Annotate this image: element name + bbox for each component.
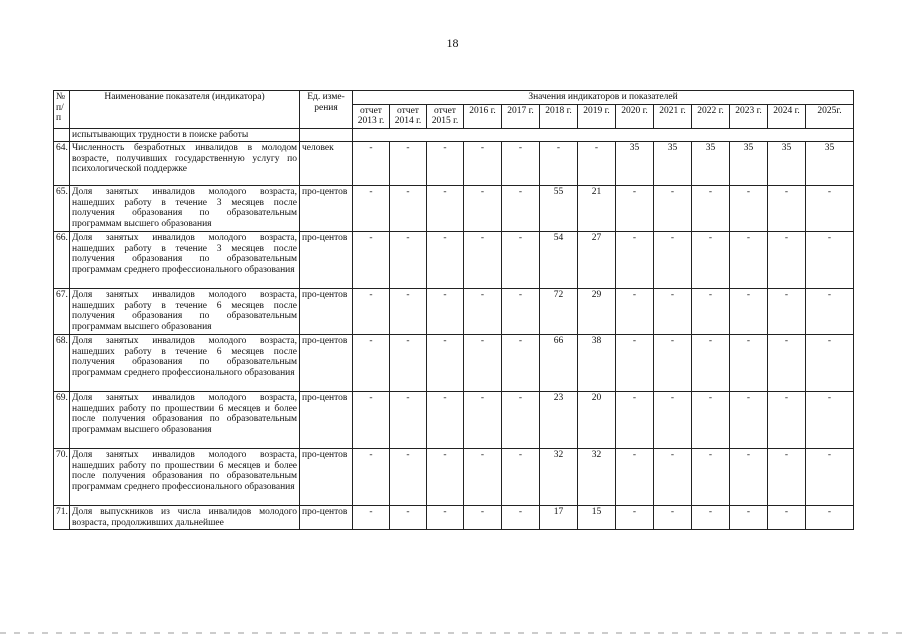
value-cell: 72 [540, 289, 578, 335]
value-cell: - [464, 289, 502, 335]
table-row [54, 142, 854, 186]
table-row [54, 186, 854, 232]
row-number: 64. [54, 142, 70, 186]
value-cell: 55 [540, 186, 578, 232]
value-cell: - [730, 232, 768, 289]
table-row [54, 449, 854, 506]
value-cell: - [730, 289, 768, 335]
value-cell: - [692, 186, 730, 232]
value-cell: - [654, 506, 692, 530]
indicator-name: Доля занятых инвалидов молодого возраста, нашедших работу в течение 6 месяцев после получения образования по образовательным программам высшего образования [70, 289, 300, 335]
indicator-name: Численность безработных инвалидов в молодом возрасте, получивших государственную услугу по психологической поддержке [70, 142, 300, 186]
table-row [54, 506, 854, 530]
value-cell: - [654, 335, 692, 392]
value-cell: - [654, 186, 692, 232]
unit-cell: человек [300, 142, 353, 186]
value-cell: - [353, 232, 390, 289]
value-cell: 35 [692, 142, 730, 186]
value-cell: - [616, 506, 654, 530]
value-cell: - [353, 335, 390, 392]
value-cell: - [616, 392, 654, 449]
value-cell: - [806, 232, 854, 289]
value-cell: 35 [616, 142, 654, 186]
value-cell: - [654, 392, 692, 449]
header-year: 2021 г. [654, 104, 692, 128]
value-cell: - [427, 186, 464, 232]
value-cell: - [768, 449, 806, 506]
value-cell: - [390, 392, 427, 449]
value-cell: - [427, 232, 464, 289]
value-cell: - [768, 186, 806, 232]
header-no: № п/п [54, 91, 70, 129]
value-cell: - [806, 506, 854, 530]
row-number: 67. [54, 289, 70, 335]
value-cell: - [390, 289, 427, 335]
header-year: отчет 2014 г. [390, 104, 427, 128]
value-cell: - [353, 392, 390, 449]
header-year: 2024 г. [768, 104, 806, 128]
continuation-row [54, 128, 854, 142]
value-cell: - [464, 449, 502, 506]
header-year: 2019 г. [578, 104, 616, 128]
value-cell: - [730, 392, 768, 449]
value-cell: - [464, 392, 502, 449]
value-cell: - [390, 506, 427, 530]
value-cell: 32 [540, 449, 578, 506]
value-cell: 35 [806, 142, 854, 186]
value-cell: - [616, 335, 654, 392]
value-cell: - [502, 289, 540, 335]
value-cell: - [353, 289, 390, 335]
value-cell: - [806, 449, 854, 506]
value-cell: - [692, 335, 730, 392]
value-cell: - [616, 289, 654, 335]
row-number: 69. [54, 392, 70, 449]
value-cell: - [692, 232, 730, 289]
value-cell: - [654, 232, 692, 289]
value-cell: - [502, 449, 540, 506]
value-cell: 20 [578, 392, 616, 449]
value-cell: - [464, 232, 502, 289]
table-row [54, 289, 854, 335]
value-cell: - [464, 335, 502, 392]
header-year: 2017 г. [502, 104, 540, 128]
value-cell: - [540, 142, 578, 186]
value-cell: - [730, 449, 768, 506]
value-cell: - [427, 142, 464, 186]
header-unit: Ед. изме-рения [300, 91, 353, 129]
value-cell: - [806, 289, 854, 335]
value-cell: - [502, 392, 540, 449]
value-cell: 27 [578, 232, 616, 289]
value-cell: 35 [730, 142, 768, 186]
value-cell: - [353, 186, 390, 232]
value-cell: 17 [540, 506, 578, 530]
value-cell: - [806, 392, 854, 449]
value-cell: - [692, 392, 730, 449]
value-cell: - [390, 232, 427, 289]
value-cell: - [427, 392, 464, 449]
value-cell: 35 [654, 142, 692, 186]
continuation-text: испытывающих трудности в поиске работы [70, 128, 300, 142]
value-cell: - [502, 335, 540, 392]
header-group: Значения индикаторов и показателей [353, 91, 854, 105]
value-cell: - [353, 142, 390, 186]
value-cell: - [502, 232, 540, 289]
value-cell: - [464, 186, 502, 232]
value-cell: 21 [578, 186, 616, 232]
table-row [54, 232, 854, 289]
value-cell: - [353, 506, 390, 530]
header-year: 2016 г. [464, 104, 502, 128]
value-cell: - [768, 335, 806, 392]
unit-cell: про-центов [300, 449, 353, 506]
row-number: 65. [54, 186, 70, 232]
value-cell: 38 [578, 335, 616, 392]
indicator-name: Доля выпускников из числа инвалидов молодого возраста, продолживших дальнейшее [70, 506, 300, 530]
header-year: 2022 г. [692, 104, 730, 128]
scan-edge-noise [0, 632, 905, 634]
value-cell: - [390, 142, 427, 186]
value-cell: - [768, 392, 806, 449]
value-cell: - [427, 335, 464, 392]
value-cell: - [692, 506, 730, 530]
value-cell: - [390, 335, 427, 392]
value-cell: 54 [540, 232, 578, 289]
value-cell: - [502, 186, 540, 232]
indicator-name: Доля занятых инвалидов молодого возраста, нашедших работу в течение 6 месяцев после получения образования по образовательным программам среднего профессионального образования [70, 335, 300, 392]
header-year: 2020 г. [616, 104, 654, 128]
value-cell: - [464, 142, 502, 186]
value-cell: - [806, 186, 854, 232]
value-cell: - [768, 232, 806, 289]
header-year: 2023 г. [730, 104, 768, 128]
table-row [54, 335, 854, 392]
indicator-name: Доля занятых инвалидов молодого возраста, нашедших работу по прошествии 6 месяцев и более после получения образования по образовательным программам высшего образования [70, 392, 300, 449]
value-cell: 29 [578, 289, 616, 335]
value-cell: - [654, 449, 692, 506]
value-cell: - [427, 506, 464, 530]
value-cell: - [616, 232, 654, 289]
row-number: 66. [54, 232, 70, 289]
value-cell: - [390, 186, 427, 232]
value-cell: - [616, 449, 654, 506]
unit-cell: про-центов [300, 186, 353, 232]
indicator-name: Доля занятых инвалидов молодого возраста, нашедших работу по прошествии 6 месяцев и более после получения образования по образовательным программам среднего профессионального образования [70, 449, 300, 506]
value-cell: - [390, 449, 427, 506]
value-cell: 23 [540, 392, 578, 449]
table-row [54, 392, 854, 449]
value-cell: - [730, 186, 768, 232]
indicator-name: Доля занятых инвалидов молодого возраста, нашедших работу в течение 3 месяцев после получения образования по образовательным программам среднего профессионального образования [70, 232, 300, 289]
value-cell: - [730, 506, 768, 530]
value-cell: - [578, 142, 616, 186]
row-number: 70. [54, 449, 70, 506]
unit-cell: про-центов [300, 392, 353, 449]
row-number: 71. [54, 506, 70, 530]
unit-cell: про-центов [300, 232, 353, 289]
value-cell: - [692, 289, 730, 335]
value-cell: - [353, 449, 390, 506]
value-cell: 15 [578, 506, 616, 530]
value-cell: - [806, 335, 854, 392]
value-cell: - [502, 506, 540, 530]
header-year: отчет 2013 г. [353, 104, 390, 128]
indicator-name: Доля занятых инвалидов молодого возраста, нашедших работу в течение 3 месяцев после получения образования по образовательным программам высшего образования [70, 186, 300, 232]
value-cell: - [427, 289, 464, 335]
value-cell: - [654, 289, 692, 335]
header-year: отчет 2015 г. [427, 104, 464, 128]
value-cell: - [464, 506, 502, 530]
value-cell: - [502, 142, 540, 186]
value-cell: - [730, 335, 768, 392]
value-cell: 66 [540, 335, 578, 392]
value-cell: 32 [578, 449, 616, 506]
value-cell: - [768, 289, 806, 335]
indicators-table [53, 90, 854, 530]
header-year: 2025г. [806, 104, 854, 128]
unit-cell: про-центов [300, 289, 353, 335]
value-cell: - [768, 506, 806, 530]
header-name: Наименование показателя (индикатора) [70, 91, 300, 129]
value-cell: - [427, 449, 464, 506]
row-number: 68. [54, 335, 70, 392]
page-number: 18 [446, 36, 459, 50]
unit-cell: про-центов [300, 506, 353, 530]
value-cell: - [616, 186, 654, 232]
unit-cell: про-центов [300, 335, 353, 392]
value-cell: 35 [768, 142, 806, 186]
value-cell: - [692, 449, 730, 506]
header-year: 2018 г. [540, 104, 578, 128]
